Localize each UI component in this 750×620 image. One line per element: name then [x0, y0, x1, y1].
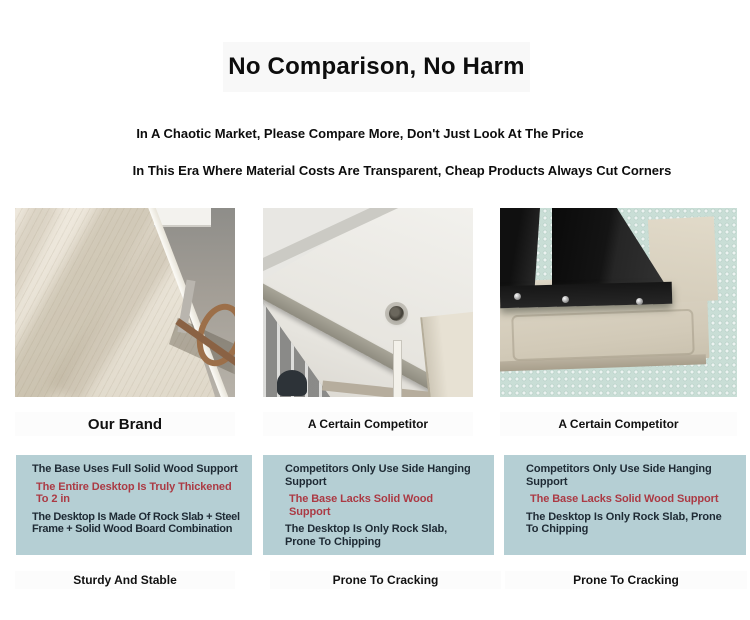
subtitle-line-1: In A Chaotic Market, Please Compare More, Don't Just Look At The Price: [136, 126, 584, 141]
comparison-point: The Desktop Is Only Rock Slab, Prone To Chipping: [285, 523, 448, 548]
comparison-panel-competitor-1: [263, 455, 494, 555]
brand-label-our-brand: Our Brand: [15, 412, 235, 436]
page-title: No Comparison, No Harm: [228, 53, 525, 80]
brand-label-competitor-2: A Certain Competitor: [500, 412, 737, 436]
comparison-point: The Desktop Is Only Rock Slab, Prone To Chipping: [526, 510, 722, 535]
black-mounting-rail: [500, 282, 672, 308]
support-pipe: [393, 340, 402, 397]
comparison-point: Competitors Only Use Side Hanging Support: [285, 463, 471, 488]
comparison-panel-our-brand: [16, 455, 252, 555]
black-leg-small: [500, 208, 540, 292]
screw: [636, 298, 643, 305]
screw: [562, 296, 569, 303]
title-box: [223, 42, 530, 92]
subtitle-line-2: In This Era Where Material Costs Are Transparent, Cheap Products Always Cut Corners: [132, 163, 672, 178]
comparison-point-highlight: The Base Lacks Solid Wood Support: [530, 493, 719, 505]
comparison-point-highlight: The Base Lacks Solid Wood Support: [289, 493, 433, 518]
background-person: [277, 370, 307, 396]
verdict-our-brand: Sturdy And Stable: [15, 571, 235, 589]
comparison-point-highlight: The Entire Desktop Is Truly Thickened To 2 in: [36, 480, 232, 505]
comparison-panel-competitor-2: [504, 455, 746, 555]
screw: [514, 293, 521, 300]
product-photo-competitor-base: [500, 208, 737, 397]
product-photo-competitor-underside: [263, 208, 473, 397]
product-photo-our-brand: [15, 208, 235, 397]
brand-label-competitor-1: A Certain Competitor: [263, 412, 473, 436]
comparison-point: The Desktop Is Made Of Rock Slab + Steel Frame + Solid Wood Board Combination: [32, 510, 240, 535]
comparison-point: The Base Uses Full Solid Wood Support: [32, 463, 238, 475]
comparison-point: Competitors Only Use Side Hanging Support: [526, 463, 712, 488]
verdict-competitor-1: Prone To Cracking: [270, 571, 501, 589]
verdict-competitor-2: Prone To Cracking: [505, 571, 747, 589]
board-recess-groove: [511, 309, 694, 361]
side-panel: [420, 311, 473, 397]
